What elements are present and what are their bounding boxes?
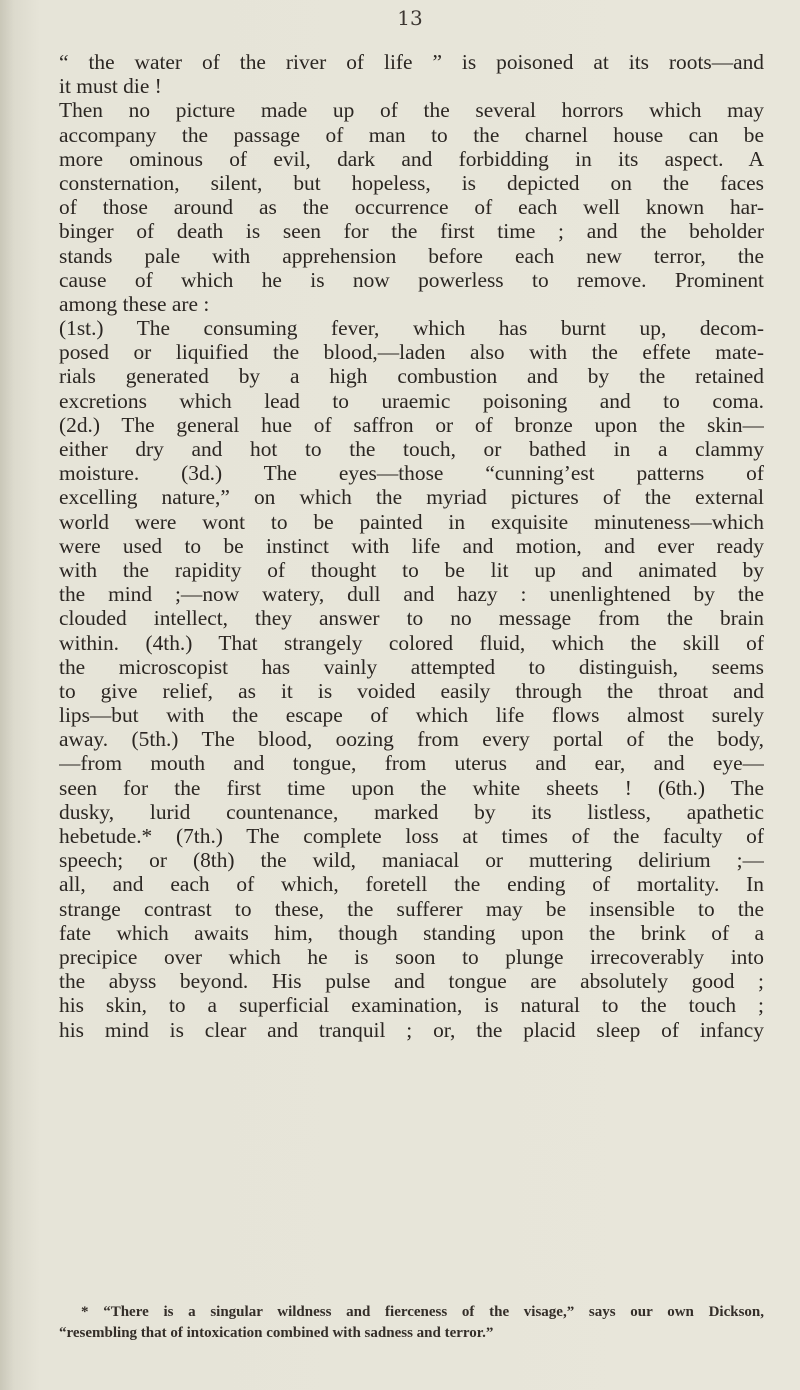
text-line: lips—but with the escape of which life flows almost surely bbox=[59, 703, 764, 728]
text-line: world were wont to be painted in exquisite minuteness—which bbox=[59, 509, 764, 534]
text-line: binger of death is seen for the first time ; and the beholder bbox=[59, 219, 764, 244]
text-line: all, and each of which, foretell the ending of mortality. In bbox=[59, 872, 764, 897]
text-line: rials generated by a high combustion and by the retained bbox=[59, 364, 764, 389]
text-line: consternation, silent, but hopeless, is depicted on the faces bbox=[59, 170, 764, 195]
text-line: of those around as the occurrence of each well known har- bbox=[59, 195, 764, 220]
text-line: (1st.) The consuming fever, which has burnt up, decom- bbox=[59, 316, 764, 341]
text-line: either dry and hot to the touch, or bathed in a clammy bbox=[59, 437, 764, 461]
text-line: to give relief, as it is voided easily through the throat and bbox=[59, 678, 764, 703]
text-line: away. (5th.) The blood, oozing from every portal of the body, bbox=[59, 727, 764, 752]
text-line: dusky, lurid countenance, marked by its listless, apathetic bbox=[59, 799, 764, 824]
text-line: hebetude.* (7th.) The complete loss at times of the faculty of bbox=[59, 824, 764, 848]
text-line: cause of which he is now powerless to remove. Prominent bbox=[59, 267, 764, 292]
text-line: clouded intellect, they answer to no message from the brain bbox=[59, 606, 764, 631]
text-line: more ominous of evil, dark and forbidding in its aspect. A bbox=[59, 146, 764, 171]
text-line: his mind is clear and tranquil ; or, the placid sleep of infancy bbox=[59, 1017, 764, 1042]
footnote-line: * “There is a singular wildness and fierceness of the visage,” says our own Dickson, bbox=[81, 1304, 764, 1320]
text-line: seen for the first time upon the white sheets ! (6th.) The bbox=[59, 775, 764, 800]
text-line: posed or liquified the blood,—laden also with the effete mate- bbox=[59, 340, 764, 365]
text-line: excelling nature,” on which the myriad pictures of the external bbox=[59, 485, 764, 510]
text-line: excretions which lead to uraemic poisoning and to coma. bbox=[59, 388, 764, 413]
text-line: strange contrast to these, the sufferer may be insensible to the bbox=[59, 896, 764, 921]
text-line: were used to be instinct with life and motion, and ever ready bbox=[59, 533, 764, 558]
text-line: fate which awaits him, though standing upon the brink of a bbox=[59, 920, 764, 945]
text-line: within. (4th.) That strangely colored fluid, which the skill of bbox=[59, 630, 764, 655]
body-text bbox=[59, 50, 764, 1042]
text-line: it must die ! bbox=[59, 74, 162, 99]
text-line: moisture. (3d.) The eyes—those “cunning’est patterns of bbox=[59, 461, 764, 486]
text-line: the mind ;—now watery, dull and hazy : unenlightened by the bbox=[59, 582, 764, 607]
text-line: —from mouth and tongue, from uterus and ear, and eye— bbox=[59, 751, 764, 776]
text-line: the microscopist has vainly attempted to distinguish, seems bbox=[59, 654, 764, 679]
text-line: precipice over which he is soon to plunge irrecoverably into bbox=[59, 944, 764, 969]
text-line: accompany the passage of man to the charnel house can be bbox=[59, 122, 764, 147]
footnote bbox=[59, 1302, 764, 1344]
text-line: Then no picture made up of the several horrors which may bbox=[59, 98, 764, 123]
text-line: with the rapidity of thought to be lit up and animated by bbox=[59, 557, 764, 582]
text-line: among these are : bbox=[59, 291, 210, 316]
page-number: 13 bbox=[397, 6, 423, 30]
text-line: speech; or (8th) the wild, maniacal or muttering delirium ;— bbox=[59, 848, 764, 873]
text-line: (2d.) The general hue of saffron or of bronze upon the skin— bbox=[59, 412, 764, 437]
text-line: stands pale with apprehension before each new terror, the bbox=[59, 243, 764, 268]
text-line: his skin, to a superficial examination, is natural to the touch ; bbox=[59, 993, 764, 1018]
text-line: “ the water of the river of life ” is poisoned at its roots—and bbox=[59, 50, 764, 74]
text-line: the abyss beyond. His pulse and tongue are absolutely good ; bbox=[59, 969, 764, 994]
footnote-line: “resembling that of intoxication combined with sadness and terror.” bbox=[59, 1325, 494, 1341]
